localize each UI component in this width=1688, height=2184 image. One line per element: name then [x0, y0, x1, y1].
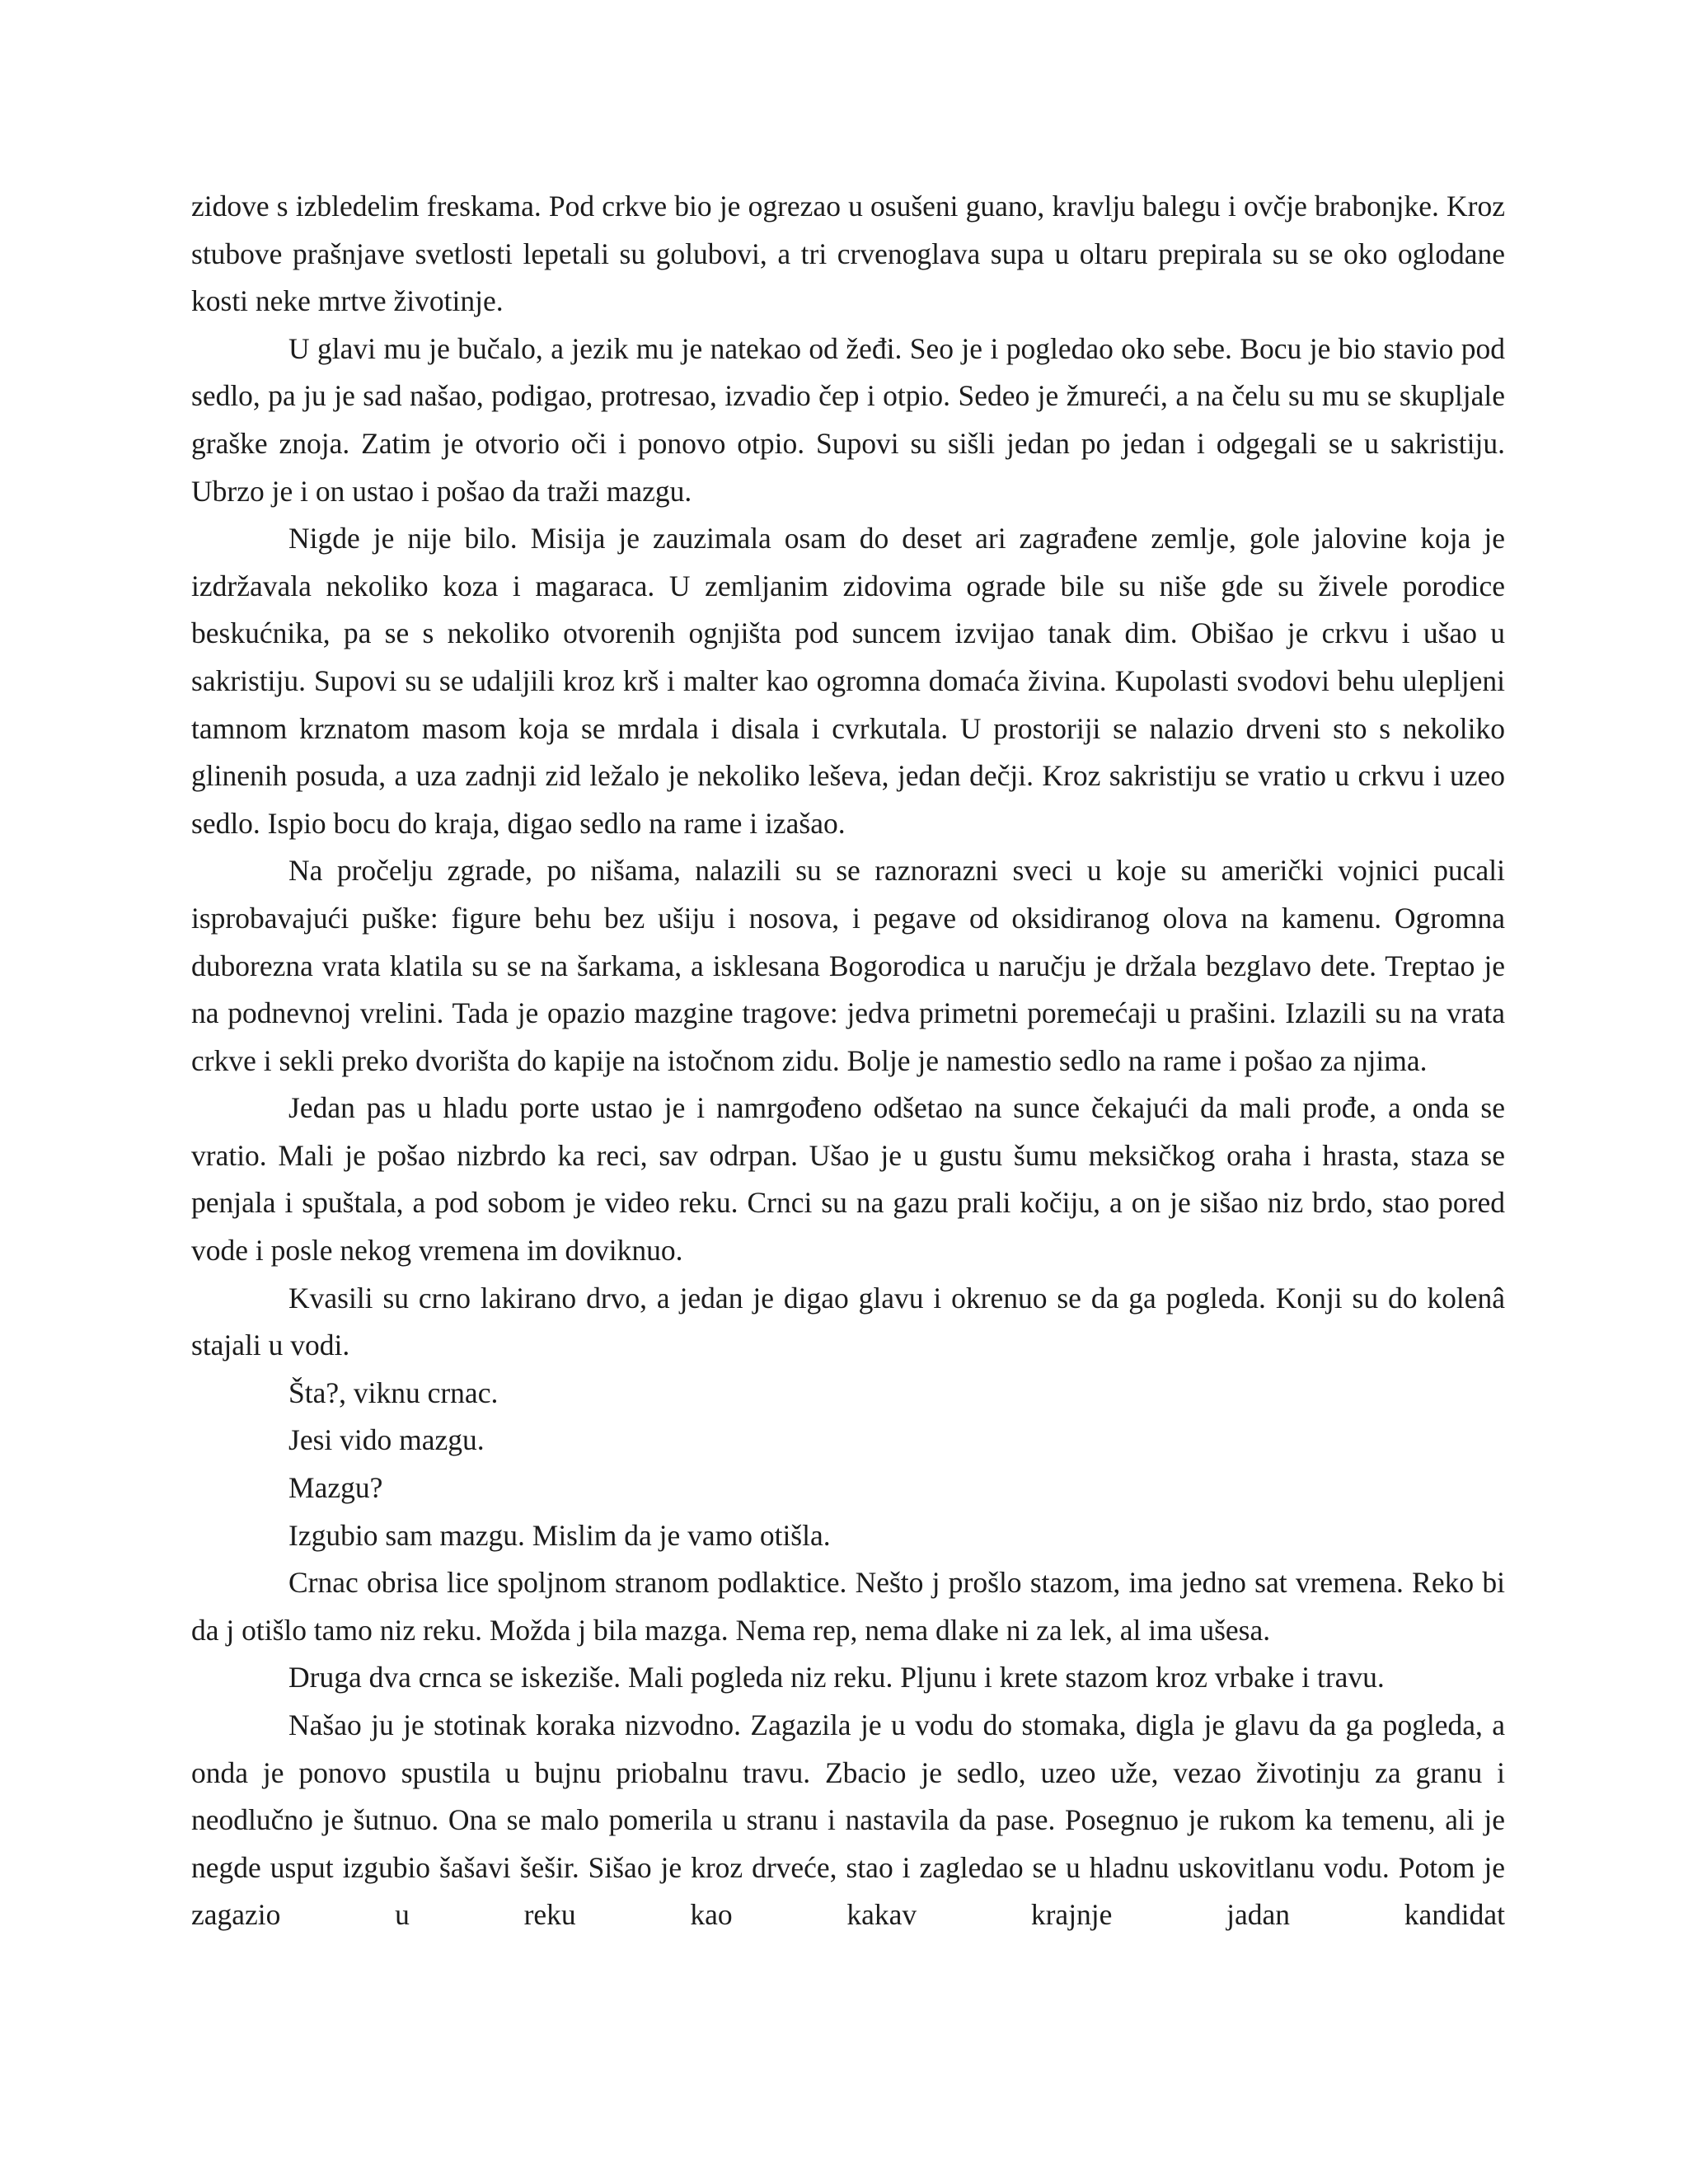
dialogue-line-4: Izgubio sam mazgu. Mislim da je vamo otišla.	[288, 1518, 831, 1552]
paragraph-7: Crnac obrisa lice spoljnom stranom podlaktice. Nešto j prošlo stazom, ima jedno sat vremena. Reko bi da j otišlo tamo niz reku. Možda j bila mazga. Nema rep, nema dlake ni za lek, al ima ušesa.	[191, 1566, 1505, 1647]
paragraph-3: Nigde je nije bilo. Misija je zauzimala osam do deset ari zagrađene zemlje, gole jalovine koja je izdržavala nekoliko koza i magaraca. U zemljanim zidovima ograde bile su niše gde su živele porodice beskućnika, pa se s nekoliko otvorenih ognjišta pod suncem izvijao tanak dim. Obišao je crkvu i ušao u sakristiju. Supovi su se udaljili kroz krš i malter kao ogromna domaća živina. Kupolasti svodovi behu ulepljeni tamnom krznatom masom koja se mrdala i disala i cvrkutala. U prostoriji se nalazio drveni sto s nekoliko glinenih posuda, a uza zadnji zid ležalo je nekoliko leševa, jedan dečji. Kroz sakristiju se vratio u crkvu i uzeo sedlo. Ispio bocu do kraja, digao sedlo na rame i izašao.	[191, 522, 1505, 840]
text-body	[191, 183, 1505, 1939]
dialogue-line-3: Mazgu?	[288, 1471, 383, 1505]
paragraph-2: U glavi mu je bučalo, a jezik mu je natekao od žeđi. Seo je i pogledao oko sebe. Bocu je bio stavio pod sedlo, pa ju je sad našao, podigao, protresao, izvadio čep i otpio. Sedeo je žmureći, a na čelu su mu se skupljale graške znoja. Zatim je otvorio oči i ponovo otpio. Supovi su sišli jedan po jedan i odgegali se u sakristiju. Ubrzo je i on ustao i pošao da traži mazgu.	[191, 331, 1505, 508]
dialogue-line-2: Jesi vido mazgu.	[288, 1423, 485, 1457]
paragraph-8: Druga dva crnca se iskeziše. Mali pogleda niz reku. Pljunu i krete stazom kroz vrbake i travu.	[288, 1661, 1385, 1694]
dialogue-line-1: Šta?, viknu crnac.	[288, 1376, 499, 1409]
paragraph-9: Našao ju je stotinak koraka nizvodno. Zagazila je u vodu do stomaka, digla je glavu da ga pogleda, a onda je ponovo spustila u bujnu priobalnu travu. Zbacio je sedlo, uzeo uže, vezao životinju za granu i neodlučno je šutnuo. Ona se malo pomerila u stranu i nastavila da pase. Posegnuo je rukom ka temenu, ali je negde usput izgubio šašavi šešir. Sišao je kroz drveće, stao i zagledao se u hladnu uskovitlanu vodu. Potom je zagazio u reku kao kakav krajnje jadan kandidat	[191, 1708, 1505, 1932]
paragraph-1: zidove s izbledelim freskama. Pod crkve bio je ogrezao u osušeni guano, kravlju balegu i ovčje brabonjke. Kroz stubove prašnjave svetlosti lepetali su golubovi, a tri crvenoglava supa u oltaru prepirala su se oko oglodane kosti neke mrtve životinje.	[191, 190, 1505, 318]
paragraph-5: Jedan pas u hladu porte ustao je i namrgođeno odšetao na sunce čekajući da mali prođe, a onda se vratio. Mali je pošao nizbrdo ka reci, sav odrpan. Ušao je u gustu šumu meksičkog oraha i hrasta, staza se penjala i spuštala, a pod sobom je video reku. Crnci su na gazu prali kočiju, a on je sišao niz brdo, stao pored vode i posle nekog vremena im doviknuo.	[191, 1091, 1505, 1268]
paragraph-4: Na pročelju zgrade, po nišama, nalazili su se raznorazni sveci u koje su američki vojnici pucali isprobavajući puške: figure behu bez ušiju i nosova, i pegave od oksidiranog olova na kamenu. Ogromna duborezna vrata klatila su se na šarkama, a isklesana Bogorodica u naručju je držala bezglavo dete. Treptao je na podnevnoj vrelini. Tada je opazio mazgine tragove: jedva primetni poremećaji u prašini. Izlazili su na vrata crkve i sekli preko dvorišta do kapije na istočnom zidu. Bolje je namestio sedlo na rame i pošao za njima.	[191, 854, 1505, 1077]
paragraph-6: Kvasili su crno lakirano drvo, a jedan je digao glavu i okrenuo se da ga pogleda. Konji su do kolenâ stajali u vodi.	[191, 1281, 1505, 1362]
